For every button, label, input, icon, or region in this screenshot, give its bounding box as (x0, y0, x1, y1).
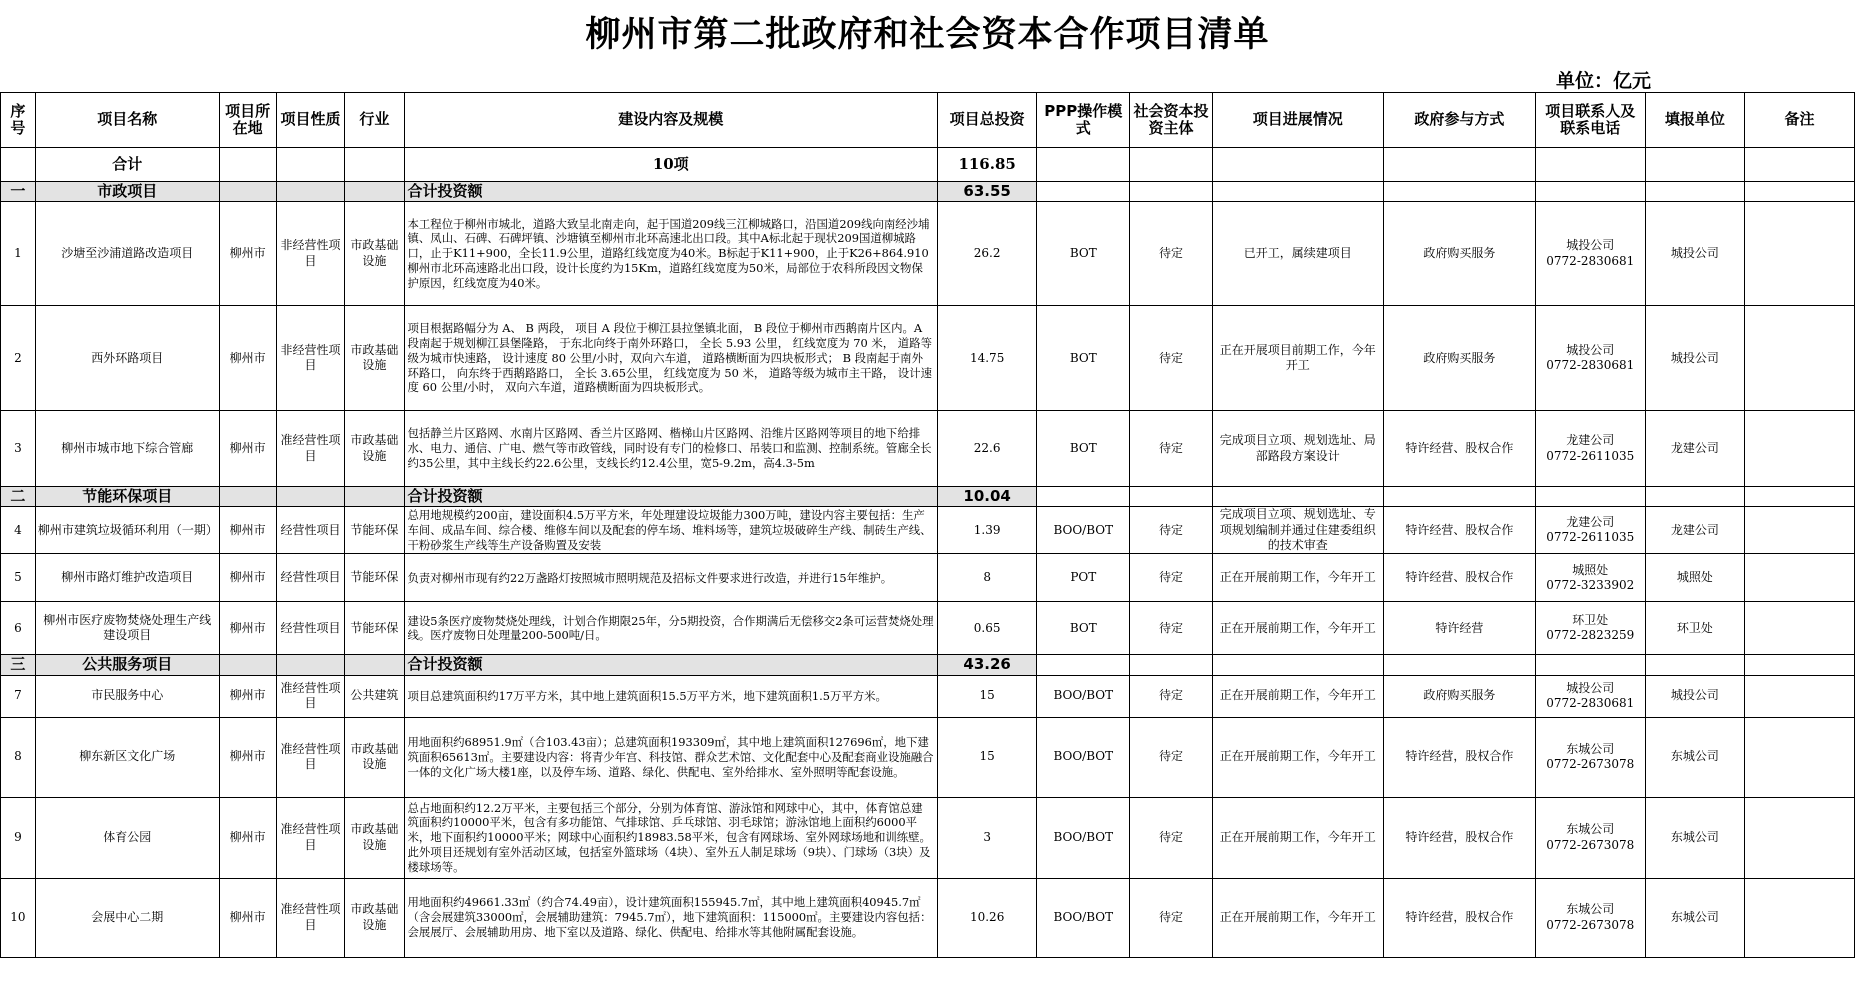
project-nature: 准经营性项目 (276, 878, 345, 957)
section-blank (276, 487, 345, 507)
section-blank (1745, 182, 1855, 202)
contact-phone: 0772-2830681 (1546, 696, 1635, 711)
col-header-no: 序号 (1, 93, 36, 148)
project-industry: 市政基础设施 (345, 306, 404, 411)
section-index: 三 (1, 655, 36, 675)
section-blank (276, 182, 345, 202)
project-mode: BOO/BOT (1037, 878, 1130, 957)
section-blank (345, 655, 404, 675)
project-gov: 政府购买服务 (1383, 306, 1535, 411)
project-mode: BOO/BOT (1037, 675, 1130, 717)
project-investor: 待定 (1130, 306, 1212, 411)
contact-org: 东城公司 (1566, 822, 1615, 837)
col-header-content: 建设内容及规模 (404, 93, 937, 148)
table-row (1, 202, 1855, 306)
project-investment: 22.6 (938, 411, 1037, 487)
section-total-value: 43.26 (938, 655, 1037, 675)
table-header-row (1, 93, 1855, 148)
section-blank (1130, 655, 1212, 675)
project-gov: 政府购买服务 (1383, 675, 1535, 717)
project-content: 建设5条医疗废物焚烧处理线，计划合作期限25年，分5期投资，合作期满后无偿移交2条可运营焚烧处理线。医疗废物日处理量200-500吨/日。 (404, 602, 937, 655)
project-note (1745, 602, 1855, 655)
project-gov: 特许经营，股权合作 (1383, 717, 1535, 797)
contact-org: 东城公司 (1566, 741, 1615, 756)
project-progress: 正在开展前期工作，今年开工 (1212, 878, 1383, 957)
project-progress: 正在开展项目前期工作，今年开工 (1212, 306, 1383, 411)
contact-phone: 0772-2673078 (1546, 757, 1635, 772)
section-blank (1130, 182, 1212, 202)
project-content: 总占地面积约12.2万平米，主要包括三个部分，分别为体育馆、游泳馆和网球中心，其中，体育馆总建筑面积约10000平米，包含有多功能馆、气排球馆、乒乓球馆、羽毛球馆；游泳馆地上面积约6000平米，地下面积约10000平米；网球中心面积约18983.58平米，包含有网球场、室外网球场地和训练壁。此外项目还规划有室外活动区域，包括室外篮球场（4块）、室外五人制足球场（9块）、门球场（3块）及楼球场等。 (404, 797, 937, 878)
section-blank (1130, 487, 1212, 507)
project-investment: 15 (938, 675, 1037, 717)
project-reporter: 城投公司 (1645, 675, 1744, 717)
project-industry: 节能环保 (345, 507, 404, 554)
project-no: 3 (1, 411, 36, 487)
project-progress: 正在开展前期工作，今年开工 (1212, 797, 1383, 878)
project-contact (1535, 675, 1645, 717)
project-location: 柳州市 (219, 202, 276, 306)
section-total-label: 合计投资额 (404, 487, 937, 507)
project-name: 体育公园 (35, 797, 219, 878)
project-location: 柳州市 (219, 675, 276, 717)
project-mode: BOO/BOT (1037, 717, 1130, 797)
project-investment: 15 (938, 717, 1037, 797)
section-total-label: 合计投资额 (404, 182, 937, 202)
project-location: 柳州市 (219, 602, 276, 655)
project-industry: 市政基础设施 (345, 878, 404, 957)
project-mode: BOO/BOT (1037, 797, 1130, 878)
project-investor: 待定 (1130, 507, 1212, 554)
project-contact (1535, 878, 1645, 957)
contact-phone: 0772-2611035 (1546, 448, 1635, 463)
section-row (1, 182, 1855, 202)
project-gov: 特许经营、股权合作 (1383, 507, 1535, 554)
project-name: 市民服务中心 (35, 675, 219, 717)
total-content: 10项 (404, 148, 937, 182)
project-investor: 待定 (1130, 717, 1212, 797)
project-no: 5 (1, 554, 36, 602)
project-progress: 正在开展前期工作，今年开工 (1212, 554, 1383, 602)
project-mode: BOT (1037, 411, 1130, 487)
project-content: 本工程位于柳州市城北，道路大致呈北南走向，起于国道209线三江柳城路口，沿国道209线向南经沙埔镇、凤山、石碑、石碑坪镇、沙塘镇至柳州市北环高速北出口段。其中A标北起于现状209国道柳城路口，止于K11+900，全长11.9公里，道路红线宽度为40米。B标起于K11+900，止于K26+864.910柳州市北环高速路北出口段，设计长度约为15Km，道路红线宽度为50米，局部位于农科所段因文物保护原因，红线宽度为40米。 (404, 202, 937, 306)
section-blank (1535, 487, 1645, 507)
section-blank (345, 182, 404, 202)
contact-org: 城投公司 (1566, 342, 1615, 357)
section-blank (1645, 655, 1744, 675)
table-row (1, 507, 1855, 554)
col-header-nature: 项目性质 (276, 93, 345, 148)
project-industry: 公共建筑 (345, 675, 404, 717)
project-industry: 节能环保 (345, 554, 404, 602)
project-note (1745, 202, 1855, 306)
project-contact (1535, 717, 1645, 797)
project-mode: BOO/BOT (1037, 507, 1130, 554)
section-blank (1645, 182, 1744, 202)
project-contact (1535, 202, 1645, 306)
project-content: 用地面积约49661.33㎡（约合74.49亩），设计建筑面积155945.7㎡，其中地上建筑面积40945.7㎡（含会展建筑33000㎡，会展辅助建筑：7945.7㎡），地下建筑面积：115000㎡。主要建设内容包括：会展展厅、会展辅助用房、地下室以及道路、绿化、供配电、给排水等其他附属配套设施。 (404, 878, 937, 957)
col-header-gov: 政府参与方式 (1383, 93, 1535, 148)
project-name: 柳州市路灯维护改造项目 (35, 554, 219, 602)
project-nature: 非经营性项目 (276, 202, 345, 306)
project-investment: 10.26 (938, 878, 1037, 957)
project-note (1745, 717, 1855, 797)
project-mode: BOT (1037, 306, 1130, 411)
contact-phone: 0772-2830681 (1546, 253, 1635, 268)
project-name: 柳州市建筑垃圾循环利用（一期） (35, 507, 219, 554)
contact-org: 城投公司 (1566, 238, 1615, 253)
project-progress: 正在开展前期工作，今年开工 (1212, 602, 1383, 655)
table-row (1, 306, 1855, 411)
project-content: 用地面积约68951.9㎡（合103.43亩）；总建筑面积193309㎡，其中地上建筑面积127696㎡，地下建筑面积65613㎡。主要建设内容：将青少年宫、科技馆、群众艺术馆、文化配套中心及配套商业设施融合一体的文化广场大楼1座，以及停车场、道路、绿化、供配电、室外给排水、室外照明等配套设施。 (404, 717, 937, 797)
section-blank (219, 487, 276, 507)
total-row (1, 148, 1855, 182)
project-no: 9 (1, 797, 36, 878)
col-header-note: 备注 (1745, 93, 1855, 148)
project-nature: 经营性项目 (276, 507, 345, 554)
project-industry: 市政基础设施 (345, 797, 404, 878)
section-name: 市政项目 (35, 182, 219, 202)
project-location: 柳州市 (219, 306, 276, 411)
contact-phone: 0772-2823259 (1546, 628, 1635, 643)
project-content: 包括静兰片区路网、水南片区路网、香兰片区路网、楷梯山片区路网、沿维片区路网等项目的地下给排水、电力、通信、广电、燃气等市政管线，同时设有专门的检修口、吊装口和监测、控制系统。管廊全长约35公里，其中主线长约22.6公里，支线长约12.4公里，宽5-9.2m，高4.3-5m (404, 411, 937, 487)
section-row (1, 655, 1855, 675)
col-header-mode: PPP操作模式 (1037, 93, 1130, 148)
project-note (1745, 507, 1855, 554)
project-nature: 准经营性项目 (276, 797, 345, 878)
project-table (0, 92, 1855, 958)
section-blank (1745, 655, 1855, 675)
col-header-location: 项目所在地 (219, 93, 276, 148)
project-progress: 完成项目立项、规划选址、局部路段方案设计 (1212, 411, 1383, 487)
project-reporter: 环卫处 (1645, 602, 1744, 655)
section-total-value: 63.55 (938, 182, 1037, 202)
project-contact (1535, 306, 1645, 411)
section-blank (1383, 487, 1535, 507)
project-investor: 待定 (1130, 411, 1212, 487)
table-row (1, 717, 1855, 797)
project-nature: 准经营性项目 (276, 675, 345, 717)
section-blank (219, 182, 276, 202)
project-name: 西外环路项目 (35, 306, 219, 411)
section-total-label: 合计投资额 (404, 655, 937, 675)
section-blank (1535, 655, 1645, 675)
project-no: 6 (1, 602, 36, 655)
table-row (1, 797, 1855, 878)
project-investor: 待定 (1130, 675, 1212, 717)
project-industry: 市政基础设施 (345, 411, 404, 487)
project-note (1745, 797, 1855, 878)
section-blank (1037, 655, 1130, 675)
section-row (1, 487, 1855, 507)
col-header-reporter: 填报单位 (1645, 93, 1744, 148)
project-gov: 特许经营，股权合作 (1383, 878, 1535, 957)
total-investment: 116.85 (938, 148, 1037, 182)
contact-phone: 0772-2673078 (1546, 917, 1635, 932)
project-contact (1535, 602, 1645, 655)
project-name: 柳州市医疗废物焚烧处理生产线建设项目 (35, 602, 219, 655)
project-investment: 1.39 (938, 507, 1037, 554)
project-nature: 经营性项目 (276, 554, 345, 602)
project-investment: 26.2 (938, 202, 1037, 306)
col-header-name: 项目名称 (35, 93, 219, 148)
project-investor: 待定 (1130, 202, 1212, 306)
project-location: 柳州市 (219, 507, 276, 554)
section-blank (1645, 487, 1744, 507)
table-row (1, 675, 1855, 717)
project-investment: 3 (938, 797, 1037, 878)
section-index: 一 (1, 182, 36, 202)
project-no: 8 (1, 717, 36, 797)
project-mode: BOT (1037, 602, 1130, 655)
contact-phone: 0772-2611035 (1546, 530, 1635, 545)
project-content: 总用地规模约200亩，建设面积4.5万平方米，年处理建设垃圾能力300万吨，建设内容主要包括：生产车间、成品车间、综合楼、维修车间以及配套的停车场、堆料场等，建筑垃圾破碎生产线、制砖生产线、干粉砂浆生产线等生产设备购置及安装 (404, 507, 937, 554)
project-location: 柳州市 (219, 411, 276, 487)
project-reporter: 东城公司 (1645, 717, 1744, 797)
section-blank (1383, 182, 1535, 202)
project-progress: 正在开展前期工作，今年开工 (1212, 717, 1383, 797)
project-no: 10 (1, 878, 36, 957)
project-investor: 待定 (1130, 797, 1212, 878)
unit-label: 单位：亿元 (1556, 70, 1652, 92)
table-row (1, 554, 1855, 602)
project-reporter: 龙建公司 (1645, 507, 1744, 554)
project-location: 柳州市 (219, 717, 276, 797)
section-blank (1212, 655, 1383, 675)
project-note (1745, 554, 1855, 602)
section-blank (1037, 487, 1130, 507)
col-header-contact: 项目联系人及联系电话 (1535, 93, 1645, 148)
project-gov: 特许经营、股权合作 (1383, 554, 1535, 602)
project-content: 负责对柳州市现有约22万盏路灯按照城市照明规范及招标文件要求进行改造，并进行15年维护。 (404, 554, 937, 602)
project-industry: 市政基础设施 (345, 202, 404, 306)
project-progress: 完成项目立项、规划选址、专项规划编制并通过住建委组织的技术审查 (1212, 507, 1383, 554)
project-investor: 待定 (1130, 602, 1212, 655)
col-header-industry: 行业 (345, 93, 404, 148)
contact-org: 城照处 (1572, 562, 1609, 577)
project-note (1745, 675, 1855, 717)
project-industry: 市政基础设施 (345, 717, 404, 797)
project-contact (1535, 507, 1645, 554)
project-no: 7 (1, 675, 36, 717)
project-content: 项目根据路幅分为 A、 B 两段， 项目 A 段位于柳江县拉堡镇北面， B 段位于柳州市西鹅南片区内。A 段南起于规划柳江县堡隆路， 于东北向终于南外环路口， 全长 5.93 公里， 红线宽度为 70 米， 道路等级为城市快速路， 设计速度 80 公里/小时，双向六车道， 道路横断面为四块板形式； B 段南起于南外环路口， 向东终于西鹅路路口， 全长 3.65公里， 红线宽度为 50 米， 道路等级为城市主干路， 设计速度 60 公里/小时， 双向六车道，道路横断面为四块板形式。 (404, 306, 937, 411)
project-note (1745, 878, 1855, 957)
project-reporter: 城投公司 (1645, 306, 1744, 411)
section-blank (1212, 487, 1383, 507)
section-blank (1212, 182, 1383, 202)
section-blank (1383, 655, 1535, 675)
contact-org: 环卫处 (1572, 613, 1609, 628)
contact-org: 东城公司 (1566, 902, 1615, 917)
project-reporter: 城照处 (1645, 554, 1744, 602)
section-blank (1037, 182, 1130, 202)
table-row (1, 602, 1855, 655)
project-reporter: 城投公司 (1645, 202, 1744, 306)
table-row (1, 411, 1855, 487)
project-no: 2 (1, 306, 36, 411)
project-contact (1535, 797, 1645, 878)
contact-phone: 0772-2673078 (1546, 837, 1635, 852)
section-name: 公共服务项目 (35, 655, 219, 675)
col-header-investor: 社会资本投资主体 (1130, 93, 1212, 148)
table-row (1, 878, 1855, 957)
contact-phone: 0772-3233902 (1546, 577, 1635, 592)
project-industry: 节能环保 (345, 602, 404, 655)
contact-org: 龙建公司 (1566, 515, 1615, 530)
project-content: 项目总建筑面积约17万平方米，其中地上建筑面积15.5万平方米，地下建筑面积1.5万平方米。 (404, 675, 937, 717)
project-nature: 非经营性项目 (276, 306, 345, 411)
project-note (1745, 411, 1855, 487)
section-index: 二 (1, 487, 36, 507)
project-progress: 已开工，属续建项目 (1212, 202, 1383, 306)
project-location: 柳州市 (219, 797, 276, 878)
project-reporter: 东城公司 (1645, 797, 1744, 878)
project-name: 柳东新区文化广场 (35, 717, 219, 797)
project-gov: 特许经营、股权合作 (1383, 411, 1535, 487)
section-blank (1535, 182, 1645, 202)
project-investment: 0.65 (938, 602, 1037, 655)
project-location: 柳州市 (219, 554, 276, 602)
section-blank (219, 655, 276, 675)
project-reporter: 东城公司 (1645, 878, 1744, 957)
section-blank (345, 487, 404, 507)
project-mode: BOT (1037, 202, 1130, 306)
project-no: 4 (1, 507, 36, 554)
project-gov: 特许经营 (1383, 602, 1535, 655)
project-nature: 准经营性项目 (276, 717, 345, 797)
project-nature: 准经营性项目 (276, 411, 345, 487)
contact-phone: 0772-2830681 (1546, 358, 1635, 373)
project-name: 会展中心二期 (35, 878, 219, 957)
total-label: 合计 (35, 148, 219, 182)
section-total-value: 10.04 (938, 487, 1037, 507)
project-investor: 待定 (1130, 878, 1212, 957)
project-reporter: 龙建公司 (1645, 411, 1744, 487)
col-header-investment: 项目总投资 (938, 93, 1037, 148)
contact-org: 城投公司 (1566, 680, 1615, 695)
project-investment: 8 (938, 554, 1037, 602)
project-name: 沙塘至沙浦道路改造项目 (35, 202, 219, 306)
project-progress: 正在开展前期工作，今年开工 (1212, 675, 1383, 717)
project-investor: 待定 (1130, 554, 1212, 602)
project-contact (1535, 411, 1645, 487)
project-contact (1535, 554, 1645, 602)
section-blank (276, 655, 345, 675)
contact-org: 龙建公司 (1566, 433, 1615, 448)
project-gov: 政府购买服务 (1383, 202, 1535, 306)
project-no: 1 (1, 202, 36, 306)
project-investment: 14.75 (938, 306, 1037, 411)
page-title: 柳州市第二批政府和社会资本合作项目清单 (585, 15, 1270, 55)
section-blank (1745, 487, 1855, 507)
col-header-progress: 项目进展情况 (1212, 93, 1383, 148)
project-note (1745, 306, 1855, 411)
project-nature: 经营性项目 (276, 602, 345, 655)
project-name: 柳州市城市地下综合管廊 (35, 411, 219, 487)
section-name: 节能环保项目 (35, 487, 219, 507)
project-location: 柳州市 (219, 878, 276, 957)
project-gov: 特许经营，股权合作 (1383, 797, 1535, 878)
project-mode: POT (1037, 554, 1130, 602)
